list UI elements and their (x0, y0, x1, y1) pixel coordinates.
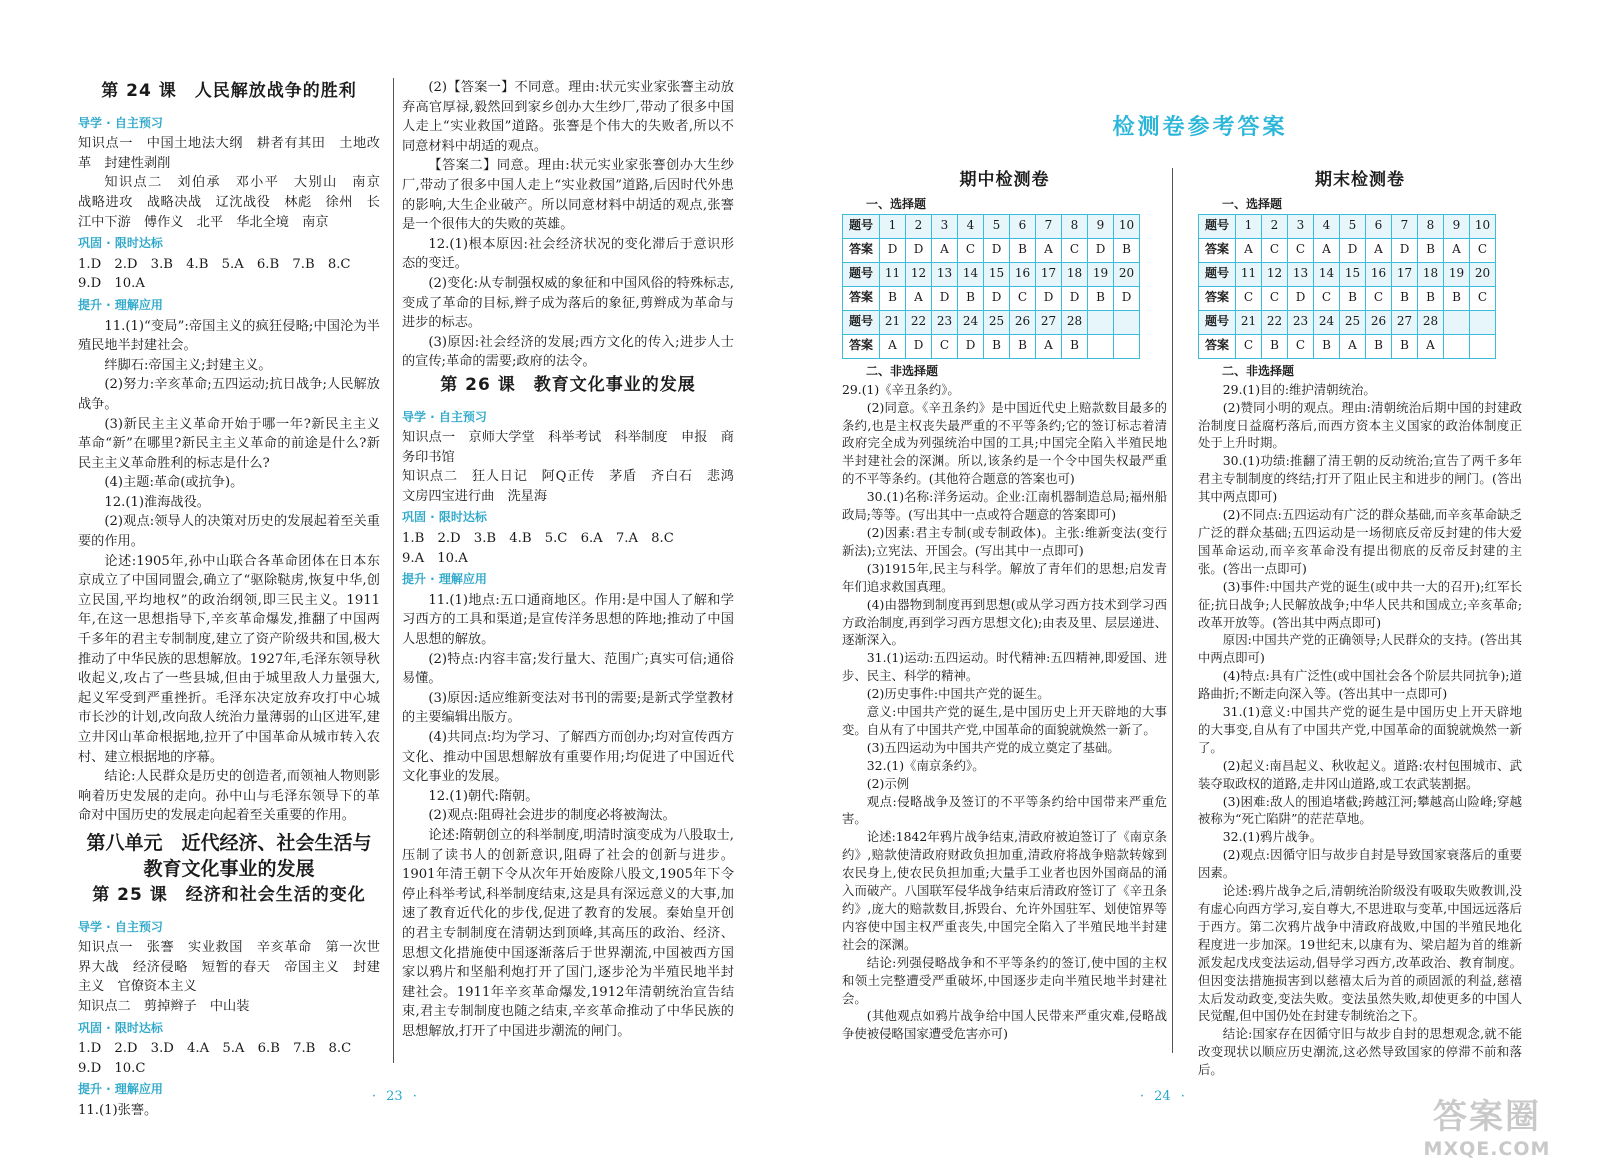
question-number: 21 (880, 310, 906, 334)
question-number: 13 (1288, 262, 1314, 286)
row-label: 答案 (843, 334, 880, 358)
answer-cell: B (1366, 334, 1392, 358)
answer-cell: B (1340, 286, 1366, 310)
question-number (1444, 310, 1470, 334)
answer-paragraph: 12.(1)根本原因:社会经济状况的变化滞后于意识形态的变迁。 (402, 236, 734, 272)
answer-cell: B (1392, 334, 1418, 358)
question-number-row (843, 262, 1140, 286)
answer-paragraph: 知识点二 刘伯承 邓小平 大别山 南京 战略进攻 战略决战 辽沈战役 林彪 徐州 长江中下游 傅作义 北平 华北全境 南京 (78, 175, 394, 230)
answer-paragraph: (3)五四运动为中国共产党的成立奠定了基础。 (866, 739, 1120, 755)
section-tag: 巩固 · 限时达标 (78, 1020, 163, 1035)
answer-paragraph: 12.(1)朝代:隋朝。 (428, 788, 539, 804)
question-number: 19 (1088, 262, 1114, 286)
answer-cell: B (958, 286, 984, 310)
question-number: 27 (1392, 310, 1418, 334)
column-divider (393, 78, 394, 1063)
row-label: 答案 (843, 238, 880, 262)
answer-paragraph: 12.(1)淮海战役。 (104, 494, 210, 510)
answer-paragraph: (2)观点:阻碍社会进步的制度必将被淘汰。 (428, 808, 676, 824)
answer-cell: C (1288, 238, 1314, 262)
question-number: 2 (906, 214, 932, 238)
answer-paragraph: (4)共同点:均为学习、了解西方而创办;均对宣传西方文化、推动中国思想解放有重要作用;均促进了中国近代文化事业的发展。 (402, 730, 734, 785)
question-number: 23 (1288, 310, 1314, 334)
question-number: 24 (1314, 310, 1340, 334)
question-number: 2 (1262, 214, 1288, 238)
answer-paragraph: 论述:鸦片战争之后,清朝统治阶级没有吸取失败教训,没有虚心向西方学习,妄自尊大,不思进取与变革,中国远远落后于西方。第二次鸦片战争中清政府战败,中国的半殖民地化程度进一步加深。19世纪末,以康有为、梁启超为首的维新派发起戊戌变法运动,倡导学习西方,改革政治、教育制度。但因变法措施损害到以慈禧太后为首的顽固派的利益,慈禧太后发动政变,变法失败。变法虽然失败,却使更多的中国人民觉醒,但中国仍处在封建专制统治之下。 (1198, 883, 1522, 1024)
question-number: 16 (1010, 262, 1036, 286)
answer-paragraph: 1.D 2.D 3.B 4.B 5.A 6.B 7.B 8.C (78, 256, 351, 272)
question-number: 4 (1314, 214, 1340, 238)
answer-paragraph: 29.(1)《辛丑条约》。 (842, 381, 960, 397)
question-number: 15 (984, 262, 1010, 286)
answer-cell: C (1470, 286, 1496, 310)
question-number: 26 (1366, 310, 1392, 334)
section-tag: 提升 · 理解应用 (78, 297, 163, 312)
answer-cell: D (1340, 238, 1366, 262)
answer-cell: B (1418, 238, 1444, 262)
answer-cell: A (1314, 238, 1340, 262)
question-number: 3 (932, 214, 958, 238)
answer-paragraph: 结论:国家存在因循守旧与故步自封的思想观念,就不能改变现状以顺应历史潮流,这必然导致国家的停滞不前和落后。 (1198, 1026, 1522, 1078)
answer-cell (1088, 334, 1114, 358)
answer-paragraph: 知识点二 狂人日记 阿Q正传 茅盾 齐白石 悲鸿 文房四宝进行曲 洗星海 (402, 469, 748, 504)
answer-paragraph: 9.A 10.A (402, 550, 468, 566)
final-section1: 一、选择题 (1222, 196, 1283, 211)
answer-paragraph: (4)主题:革命(或抗争)。 (104, 475, 244, 491)
answer-cell: A (1444, 238, 1470, 262)
row-label: 题号 (843, 262, 880, 286)
answer-cell: D (958, 334, 984, 358)
answer-cell: B (1010, 334, 1036, 358)
answer-paragraph: 31.(1)运动:五四运动。时代精神:五四精神,即爱国、进步、民主、科学的精神。 (842, 650, 1167, 684)
midterm-section1: 一、选择题 (866, 196, 927, 211)
answer-cell: C (1288, 334, 1314, 358)
answer-paragraph: 论述:1842年鸦片战争结束,清政府被迫签订了《南京条约》,赔款使清政府财政负担加重,清政府将战争赔款转嫁到农民身上,使农民负担加重;大量手工业者也因外国商品的涌入而破产。八国联军侵华战争结束后清政府签订了《辛丑条约》,庞大的赔款数目,拆毁台、允许外国驻军、划使馆界等内容使中国主权严重丧失,中国完全陷入了半殖民地半封建社会的深渊。 (842, 829, 1167, 952)
question-number: 7 (1392, 214, 1418, 238)
left-column-1 (78, 78, 394, 1121)
answer-paragraph: (2)观点:因循守旧与故步自封是导致国家衰落后的重要因素。 (1198, 847, 1522, 881)
question-number: 17 (1392, 262, 1418, 286)
answer-cell (1114, 334, 1140, 358)
midterm-title: 期中检测卷 (959, 170, 1050, 190)
question-number: 27 (1036, 310, 1062, 334)
question-number-row (843, 310, 1140, 334)
answer-paragraph: (3)原因:适应维新变法对书刊的需要;是新式学堂教材的主要编辑出版方。 (402, 690, 734, 726)
row-label: 答案 (1199, 238, 1236, 262)
final-title: 期末检测卷 (1315, 170, 1405, 190)
question-number-row (1199, 310, 1496, 334)
question-number: 22 (906, 310, 932, 334)
row-label: 题号 (1199, 214, 1236, 238)
question-number: 28 (1062, 310, 1088, 334)
question-number: 14 (958, 262, 984, 286)
question-number-row (1199, 214, 1496, 238)
answer-paragraph: (4)由器物到制度再到思想(或从学习西方技术到学习西方政治制度,再到学习西方思想文化);由表及里、层层递进、逐渐深入。 (842, 596, 1167, 648)
answer-cell: A (1366, 238, 1392, 262)
answer-cell: D (1088, 238, 1114, 262)
answer-cell (1470, 334, 1496, 358)
answer-paragraph: (2)示例 (866, 775, 910, 791)
answer-paragraph: (3)困难:敌人的围追堵截;跨越江河;攀越高山险峰;穿越被称为“死亡陷阱”的茫茫草地。 (1198, 793, 1522, 827)
row-label: 题号 (843, 310, 880, 334)
answer-paragraph: 1.B 2.D 3.B 4.B 5.C 6.A 7.A 8.C (402, 531, 674, 547)
answer-paragraph: (2)【答案一】不同意。理由:状元实业家张謇主动放弃高官厚禄,毅然回到家乡创办大生纱厂,带动了很多中国人走上“实业救国”道路。张謇是个伟大的失败者,所以不同意材料中胡适的观点。 (402, 80, 734, 154)
answer-paragraph: 知识点一 京师大学堂 科举考试 科举制度 申报 商务印书馆 (402, 430, 734, 465)
answer-row (843, 286, 1140, 310)
section-tag: 巩固 · 限时达标 (78, 236, 163, 251)
answer-row (1199, 334, 1496, 358)
answer-paragraph: 意义:中国共产党的诞生,是中国历史上开天辟地的大事变。自从有了中国共产党,中国革命的面貌就焕然一新了。 (842, 704, 1167, 737)
question-number: 24 (958, 310, 984, 334)
answer-row (843, 334, 1140, 358)
question-number: 18 (1062, 262, 1088, 286)
answer-row (1199, 286, 1496, 310)
answer-paragraph: (2)不同点:五四运动有广泛的群众基础,而辛亥革命缺乏广泛的群众基础;五四运动是一场彻底反帝反封建的伟大爱国革命运动,而辛亥革命没有提出彻底的反帝反封建的主张。(答出一点即可) (1198, 507, 1522, 576)
row-label: 答案 (1199, 334, 1236, 358)
answer-paragraph: 32.(1)《南京条约》。 (866, 757, 985, 773)
question-number: 26 (1010, 310, 1036, 334)
question-number: 21 (1236, 310, 1262, 334)
answer-paragraph: (3)事件:中国共产党的诞生(或中共一大的召开);红军长征;抗日战争;人民解放战争;中华人民共和国成立;辛亥革命;改革开放等。(答出其中两点即可) (1198, 578, 1522, 630)
answer-cell: C (1236, 334, 1262, 358)
answer-paragraph: 论述:1905年,孙中山联合各革命团体在日本东京成立了中国同盟会,确立了“驱除鞑虏,恢复中华,创立民国,平均地权”的政治纲领,即三民主义。1911年,在这一思想指导下,辛亥革命爆发,推翻了中国两千多年的君主专制制度,建立了资产阶级共和国,极大推动了中华民族的思想解放。1927年,毛泽东领导秋收起义,攻占了一些县城,但由于城里敌人力量强大,起义军受到严重挫折。毛泽东决定放弃攻打中心城市长沙的计划,改向敌人统治力量薄弱的山区进军,建立井冈山革命根据地,拉开了中国革命从城市转入农村、建立根据地的序幕。 (78, 553, 380, 765)
question-number: 8 (1062, 214, 1088, 238)
answer-cell (1444, 334, 1470, 358)
answer-cell: D (932, 286, 958, 310)
question-number: 1 (1236, 214, 1262, 238)
answer-paragraph: 知识点一 中国土地法大纲 耕者有其田 土地改革 封建性剥削 (78, 136, 380, 171)
answer-paragraph: 原因:中国共产党的正确领导;人民群众的支持。(答出其中两点即可) (1198, 632, 1522, 666)
answer-cell: B (1314, 334, 1340, 358)
answer-cell: B (1114, 238, 1140, 262)
answer-paragraph: (3)1915年,民主与科学。解放了青年们的思想;启发青年们追求救国真理。 (842, 560, 1167, 594)
answer-cell: C (1010, 286, 1036, 310)
answer-cell: D (984, 286, 1010, 310)
question-number: 7 (1036, 214, 1062, 238)
row-label: 题号 (1199, 262, 1236, 286)
answer-paragraph: (4)特点:具有广泛性(或中国社会各个阶层共同抗争);道路曲折;不断走向深入等。(答出其中一点即可) (1198, 668, 1522, 702)
answer-cell: C (1314, 286, 1340, 310)
row-label: 题号 (1199, 310, 1236, 334)
question-number: 25 (1340, 310, 1366, 334)
answer-cell: C (958, 238, 984, 262)
answer-cell: C (1062, 238, 1088, 262)
question-number: 28 (1418, 310, 1444, 334)
question-number: 15 (1340, 262, 1366, 286)
final-answer-table (1198, 214, 1496, 359)
answer-paragraph: (其他观点如鸦片战争给中国人民带来严重灾难,侵略战争使被侵略国家遭受危害亦可) (842, 1008, 1167, 1042)
answer-paragraph: (2)起义:南昌起义、秋收起义。道路:农村包围城市、武装夺取政权的道路,走井冈山道路,或工农武装割据。 (1198, 757, 1522, 791)
question-number: 4 (958, 214, 984, 238)
answer-cell: C (932, 334, 958, 358)
final-text (1198, 381, 1522, 1079)
answer-cell: B (1088, 286, 1114, 310)
question-number-row (843, 214, 1140, 238)
row-label: 答案 (843, 286, 880, 310)
answer-cell: D (984, 238, 1010, 262)
answer-cell: B (880, 286, 906, 310)
question-number: 11 (1236, 262, 1262, 286)
answer-paragraph: 观点:侵略战争及签订的不平等条约给中国带来严重危害。 (842, 793, 1167, 827)
lesson-title: 第 24 课 人民解放战争的胜利 (101, 81, 357, 101)
question-number: 11 (880, 262, 906, 286)
answer-paragraph: 32.(1)鸦片战争。 (1222, 829, 1323, 845)
midterm-answer-table (842, 214, 1140, 359)
final-column (1198, 172, 1522, 1079)
answer-paragraph: 结论:人民群众是历史的创造者,而领袖人物则影响着历史发展的走向。孙中山与毛泽东领导下的革命对中国历史的发展走向起着至关重要的作用。 (78, 769, 380, 824)
section-tag: 提升 · 理解应用 (78, 1082, 163, 1097)
midterm-text (842, 381, 1167, 1044)
midterm-column (842, 172, 1167, 1043)
answer-paragraph: 31.(1)意义:中国共产党的诞生是中国历史上开天辟地的大事变,自从有了中国共产党,中国革命的面貌就焕然一新了。 (1198, 704, 1522, 755)
answer-cell: D (1392, 238, 1418, 262)
page-number-left: · 23 · (372, 1089, 417, 1104)
answer-cell: B (1062, 334, 1088, 358)
question-number: 13 (932, 262, 958, 286)
answer-paragraph: 11.(1)张謇。 (78, 1102, 158, 1118)
answer-cell: D (906, 334, 932, 358)
question-number: 1 (880, 214, 906, 238)
answer-cell: B (1010, 238, 1036, 262)
final-section2: 二、非选择题 (1222, 363, 1295, 378)
answer-paragraph: 结论:列强侵略战争和不平等条约的签订,使中国的主权和领土完整遭受严重破坏,中国逐步走向半殖民地半封建社会。 (842, 954, 1167, 1006)
question-number: 8 (1418, 214, 1444, 238)
question-number: 12 (1262, 262, 1288, 286)
answer-paragraph: (2)历史事件:中国共产党的诞生。 (866, 686, 1050, 702)
midterm-section2: 二、非选择题 (866, 363, 939, 378)
answer-cell: B (1262, 334, 1288, 358)
question-number-row (1199, 262, 1496, 286)
question-number: 16 (1366, 262, 1392, 286)
question-number: 5 (1340, 214, 1366, 238)
answer-cell: D (1288, 286, 1314, 310)
answer-paragraph: (2)同意。《辛丑条约》是中国近代史上赔款数目最多的条约,也是主权丧失最严重的不平等条约;它的签订标志着清政府完全成为列强统治中国的工具;中国完全陷入半殖民地半封建社会的深渊。所以,该条约是一个令中国失权最严重的不平等条约。(其他符合题意的答案也可) (842, 399, 1167, 487)
answer-cell: C (1262, 238, 1288, 262)
answer-paragraph: (2)努力:辛亥革命;五四运动;抗日战争;人民解放战争。 (78, 377, 380, 412)
column-divider-right (1172, 168, 1173, 1053)
answer-cell: A (880, 334, 906, 358)
answer-cell: D (1062, 286, 1088, 310)
row-label: 题号 (843, 214, 880, 238)
lesson-title: 第 26 课 教育文化事业的发展 (440, 374, 696, 395)
question-number: 12 (906, 262, 932, 286)
question-number: 18 (1418, 262, 1444, 286)
question-number: 25 (984, 310, 1010, 334)
question-number (1470, 310, 1496, 334)
unit-title: 第八单元 近代经济、社会生活与教育文化事业的发展 (86, 831, 372, 880)
question-number: 3 (1288, 214, 1314, 238)
answer-cell: B (1392, 286, 1418, 310)
question-number: 23 (932, 310, 958, 334)
answer-paragraph: (2)变化:从专制强权威的象征和中国风俗的特殊标志,变成了革命的目标,辫子成为落后的象征,剪辫成为革命与进步的标志。 (402, 275, 734, 331)
answer-paragraph: 【答案二】同意。理由:状元实业家张謇创办大生纱厂,带动了很多中国人走上“实业救国”道路,后因时代外患的影响,大生企业破产。所以同意材料中胡适的观点,张謇是一个很伟大的失败的英雄。 (402, 158, 734, 233)
answer-paragraph: 9.D 10.A (78, 276, 145, 292)
page-number-right: · 24 · (1140, 1089, 1185, 1104)
question-number: 5 (984, 214, 1010, 238)
section-tag: 巩固 · 限时达标 (402, 510, 487, 525)
answer-paragraph: (2)特点:内容丰富;发行量大、范围广;真实可信;通俗易懂。 (402, 651, 734, 687)
answer-cell: B (1418, 286, 1444, 310)
question-number (1114, 310, 1140, 334)
answer-cell: D (880, 238, 906, 262)
answer-paragraph: (2)赞同小明的观点。理由:清朝统治后期中国的封建政治制度日益腐朽落后,而西方资本主义国家的政治体制度正处于上升时期。 (1198, 399, 1522, 451)
question-number: 22 (1262, 310, 1288, 334)
section-tag: 导学 · 自主预习 (402, 409, 487, 424)
question-number: 9 (1444, 214, 1470, 238)
lesson-title: 第 25 课 经济和社会生活的变化 (92, 884, 366, 905)
answer-paragraph: 11.(1)地点:五口通商地区。作用:是中国人了解和学习西方的工具和渠道;是宣传洋务思想的阵地;推动了中国人思想的解放。 (402, 592, 734, 648)
right-page (800, 0, 1600, 1172)
answer-cell: C (1262, 286, 1288, 310)
answer-cell: A (1418, 334, 1444, 358)
answer-paragraph: (3)原因:社会经济的发展;西方文化的传入;进步人士的宣传;革命的需要;政府的法令。 (402, 334, 734, 370)
answer-paragraph: 1.D 2.D 3.D 4.A 5.A 6.B 7.B 8.C (78, 1041, 352, 1057)
answer-cell: C (1236, 286, 1262, 310)
answer-cell: A (1236, 238, 1262, 262)
answer-cell: D (906, 238, 932, 262)
answer-cell: D (1114, 286, 1140, 310)
answer-cell: B (1444, 286, 1470, 310)
section-tag: 导学 · 自主预习 (78, 115, 163, 130)
answer-paragraph: (2)观点:领导人的决策对历史的发展起着至关重要的作用。 (78, 514, 380, 550)
answer-row (1199, 238, 1496, 262)
answer-paragraph: 11.(1)“变局”:帝国主义的疯狂侵略;中国沦为半殖民地半封建社会。 (78, 318, 380, 354)
answer-cell: A (1340, 334, 1366, 358)
watermark-logo: 答案圈 MXQE.COM (1423, 1097, 1551, 1160)
answer-cell: A (932, 238, 958, 262)
answer-key-title: 检测卷参考答案 (1112, 115, 1288, 140)
answer-paragraph: 30.(1)功绩:推翻了清王朝的反动统治;宣告了两千多年君主专制制度的终结;打开了阻止民主和进步的闸门。(答出其中两点即可) (1198, 453, 1522, 505)
answer-paragraph: 30.(1)名称:洋务运动。企业:江南机器制造总局;福州船政局;等等。(写出其中一点或符合题意的答案即可) (842, 489, 1167, 523)
answer-paragraph: 绊脚石:帝国主义;封建主义。 (104, 357, 272, 373)
question-number: 6 (1366, 214, 1392, 238)
section-tag: 提升 · 理解应用 (402, 572, 487, 587)
answer-paragraph: 9.D 10.C (78, 1060, 146, 1076)
answer-cell: C (1470, 238, 1496, 262)
answer-paragraph: 29.(1)目的:维护清朝统治。 (1222, 381, 1376, 397)
question-number: 9 (1088, 214, 1114, 238)
question-number (1088, 310, 1114, 334)
question-number: 14 (1314, 262, 1340, 286)
answer-cell: A (906, 286, 932, 310)
question-number: 17 (1036, 262, 1062, 286)
answer-paragraph: 论述:隋朝创立的科举制度,明清时演变成为八股取士,压制了读书人的创新意识,阻碍了社会的创新与进步。1901年清王朝下令从次年开始废除八股文,1905年下令停止科举考试,科举制度结束,这是具有深远意义的大事,加速了教育近代化的步伐,促进了教育的发展。秦始皇开创的君主专制制度在清朝达到顶峰,其高压的政治、经济、思想文化措施使中国逐渐落后于世界潮流,中国被西方国家以鸦片和坚船利炮打开了国门,逐步沦为半殖民地半封建社会。1911年辛亥革命爆发,1912年清朝统治宣告结束,君主专制制度也随之结束,辛亥革命推动了中华民族的思想解放,打开了中国进步潮流的闸门。 (402, 827, 734, 1039)
row-label: 答案 (1199, 286, 1236, 310)
answer-paragraph: 知识点一 张謇 实业救国 辛亥革命 第一次世界大战 经济侵略 短暂的春天 帝国主义 封建主义 官僚资本主义 (78, 940, 380, 995)
question-number: 10 (1114, 214, 1140, 238)
answer-paragraph: (3)新民主主义革命开始于哪一年?新民主主义革命“新”在哪里?新民主主义革命的前途是什么?新民主主义革命胜利的标志是什么? (78, 416, 380, 471)
question-number: 19 (1444, 262, 1470, 286)
answer-cell: A (1036, 238, 1062, 262)
answer-row (843, 238, 1140, 262)
question-number: 10 (1470, 214, 1496, 238)
question-number: 20 (1114, 262, 1140, 286)
answer-cell: B (984, 334, 1010, 358)
answer-paragraph: 知识点二 剪掉辫子 中山装 (78, 998, 250, 1014)
section-tag: 导学 · 自主预习 (78, 919, 163, 934)
left-column-2 (402, 78, 748, 1042)
answer-paragraph: (2)因素:君主专制(或专制政体)。主张:维新变法(变行新法);立宪法、开国会。(写出其中一点即可) (842, 524, 1167, 558)
answer-cell: A (1036, 334, 1062, 358)
question-number: 6 (1010, 214, 1036, 238)
answer-cell: D (1036, 286, 1062, 310)
answer-cell: C (1366, 286, 1392, 310)
question-number: 20 (1470, 262, 1496, 286)
